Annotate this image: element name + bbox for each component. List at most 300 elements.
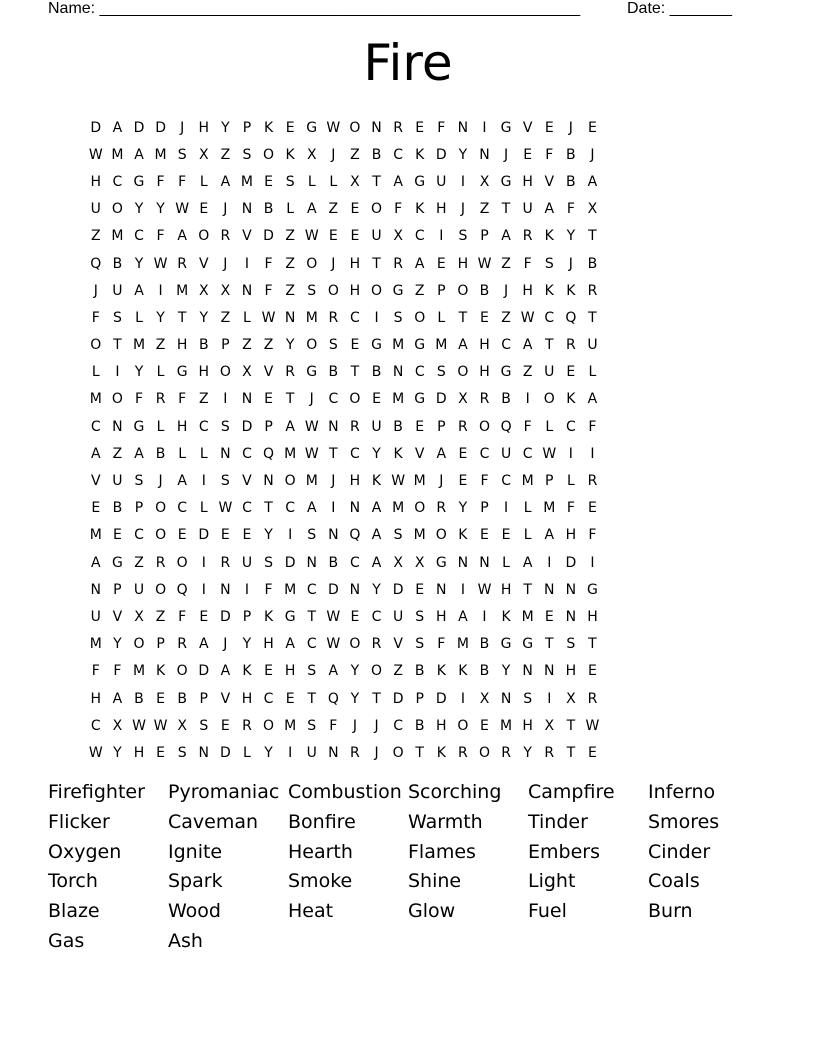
grid-letter: E (415, 119, 425, 136)
grid-letter: O (155, 581, 167, 598)
word-list-item: Torch (48, 870, 98, 893)
grid-letter: P (113, 581, 122, 598)
grid-letter: J (504, 146, 509, 163)
grid-letter: M (240, 173, 253, 190)
word-list-item: Glow (408, 900, 456, 923)
grid-letter: N (220, 445, 231, 462)
word-list-item: Gas (48, 929, 85, 952)
grid-letter: N (328, 744, 339, 761)
word-list-item: Shine (408, 870, 462, 893)
grid-letter: D (435, 690, 447, 707)
grid-letter: M (132, 337, 146, 354)
grid-letter: C (544, 309, 555, 326)
word-list-item: Heat (288, 900, 334, 923)
grid-letter: A (501, 228, 511, 245)
grid-letter: W (477, 255, 492, 272)
grid-letter: N (349, 581, 361, 598)
grid-letter: I (201, 473, 206, 490)
grid-row (85, 467, 603, 494)
grid-letter: E (588, 663, 597, 680)
grid-letter: T (177, 309, 187, 326)
grid-letter: H (522, 717, 533, 734)
name-field-label: Name: ______________________________________________________ (48, 0, 581, 17)
word-list-item: Inferno (648, 781, 716, 803)
word-list-item: Burn (648, 900, 693, 923)
grid-letter: O (90, 337, 102, 354)
grid-letter: I (590, 554, 595, 571)
grid-letter: B (177, 690, 187, 707)
grid-letter: U (306, 744, 317, 761)
grid-letter: G (306, 119, 318, 136)
grid-letter: B (414, 663, 425, 680)
grid-letter: E (156, 744, 165, 761)
grid-row (85, 576, 603, 603)
grid-letter: R (350, 418, 360, 435)
grid-letter: M (176, 282, 189, 299)
grid-letter: O (457, 364, 469, 381)
grid-letter: G (435, 554, 447, 571)
word-list-item: Hearth (288, 840, 353, 863)
grid-letter: T (372, 173, 381, 190)
word-list-item: Smores (648, 810, 720, 833)
grid-letter: F (437, 636, 446, 653)
grid-letter: L (156, 418, 165, 435)
grid-letter: Z (220, 146, 231, 163)
grid-letter: F (91, 309, 100, 326)
grid-letter: T (372, 690, 381, 707)
grid-letter: E (350, 228, 360, 245)
grid-letter: M (284, 581, 297, 598)
grid-letter: K (285, 146, 295, 163)
grid-letter: N (241, 282, 253, 299)
grid-letter: V (242, 473, 252, 490)
grid-letter: C (328, 391, 339, 408)
grid-letter: Z (91, 228, 101, 245)
grid-letter: T (307, 690, 317, 707)
grid-letter: O (349, 636, 361, 653)
grid-letter: E (436, 255, 446, 272)
grid-letter: Y (242, 636, 252, 653)
grid-letter: O (133, 636, 145, 653)
grid-letter: R (458, 744, 468, 761)
grid-letter: L (156, 364, 165, 381)
grid-letter: N (220, 581, 231, 598)
grid-letter: U (371, 228, 382, 245)
grid-letter: R (177, 636, 188, 653)
grid-letter: Z (198, 391, 209, 408)
grid-letter: G (500, 173, 512, 190)
grid-letter: C (177, 500, 188, 517)
grid-letter: A (544, 201, 555, 218)
grid-letter: M (456, 636, 469, 653)
grid-letter: R (328, 309, 339, 326)
grid-letter: V (220, 690, 231, 707)
word-list-item: Oxygen (48, 840, 122, 863)
grid-letter: N (241, 391, 253, 408)
grid-letter: Z (285, 255, 295, 272)
grid-letter: R (436, 500, 447, 517)
grid-letter: U (436, 173, 447, 190)
grid-letter: G (392, 282, 404, 299)
grid-letter: F (264, 581, 273, 598)
grid-letter: S (566, 636, 576, 653)
grid-letter: R (393, 119, 403, 136)
grid-letter: S (328, 337, 338, 354)
grid-letter: O (435, 527, 447, 544)
grid-letter: M (500, 717, 513, 734)
grid-letter: A (134, 146, 144, 163)
grid-letter: O (176, 663, 188, 680)
grid-letter: S (307, 717, 317, 734)
grid-letter: N (284, 309, 296, 326)
grid-letter: E (544, 119, 554, 136)
grid-letter: F (113, 663, 122, 680)
grid-letter: X (220, 282, 231, 299)
grid-letter: O (414, 500, 426, 517)
grid-letter: A (91, 554, 101, 571)
letter-grid (85, 114, 603, 767)
grid-letter: M (392, 337, 405, 354)
grid-letter: G (414, 337, 426, 354)
grid-letter: H (133, 744, 145, 761)
grid-letter: S (220, 418, 230, 435)
word-list-item: Firefighter (48, 781, 145, 803)
grid-letter: F (178, 608, 187, 625)
grid-letter: E (328, 228, 338, 245)
grid-letter: H (479, 337, 490, 354)
grid-letter: E (220, 717, 230, 734)
grid-letter: R (522, 228, 533, 245)
grid-letter: U (133, 581, 145, 598)
grid-row (85, 114, 603, 141)
grid-letter: O (371, 201, 383, 218)
grid-letter: E (501, 527, 511, 544)
grid-letter: K (566, 282, 576, 299)
grid-letter: O (414, 309, 426, 326)
grid-letter: J (439, 473, 444, 490)
grid-letter: P (480, 500, 489, 517)
word-list-item: Fuel (528, 900, 567, 923)
grid-letter: W (261, 309, 276, 326)
grid-letter: H (436, 717, 447, 734)
grid-letter: B (393, 418, 403, 435)
grid-letter: H (565, 527, 577, 544)
grid-letter: W (391, 473, 406, 490)
grid-letter: X (414, 554, 425, 571)
grid-letter: A (371, 554, 382, 571)
grid-letter: L (588, 364, 597, 381)
grid-letter: N (263, 473, 274, 490)
grid-letter: H (479, 364, 490, 381)
grid-letter: Y (458, 146, 468, 163)
grid-letter: C (242, 445, 252, 462)
grid-letter: I (201, 554, 206, 571)
grid-letter: P (437, 282, 446, 299)
grid-letter: A (414, 255, 425, 272)
grid-letter: B (328, 364, 339, 381)
grid-letter: Y (523, 744, 532, 761)
grid-letter: U (544, 364, 555, 381)
grid-letter: R (565, 337, 576, 354)
grid-letter: H (241, 690, 253, 707)
word-list-item: Coals (648, 870, 700, 893)
grid-letter: R (177, 255, 188, 272)
grid-letter: C (522, 445, 533, 462)
grid-letter: T (372, 255, 381, 272)
grid-letter: E (264, 391, 273, 408)
grid-letter: Y (134, 255, 144, 272)
grid-letter: R (587, 473, 598, 490)
grid-letter: K (415, 201, 425, 218)
grid-letter: T (588, 228, 597, 245)
grid-letter: M (435, 337, 448, 354)
grid-letter: V (91, 473, 101, 490)
grid-letter: R (458, 418, 468, 435)
grid-letter: W (153, 255, 168, 272)
grid-letter: C (263, 690, 274, 707)
grid-row (85, 522, 603, 549)
grid-letter: T (113, 337, 122, 354)
grid-letter: O (219, 364, 231, 381)
grid-letter: H (349, 282, 361, 299)
grid-letter: O (306, 255, 318, 272)
grid-letter: B (371, 146, 382, 163)
grid-letter: Q (349, 527, 361, 544)
grid-letter: K (393, 445, 403, 462)
grid-letter: E (199, 201, 209, 218)
grid-letter: W (542, 445, 557, 462)
grid-letter: E (480, 527, 489, 544)
grid-letter: N (328, 418, 339, 435)
grid-letter: G (133, 173, 145, 190)
grid-letter: R (155, 554, 166, 571)
grid-letter: A (306, 500, 317, 517)
grid-letter: T (588, 309, 597, 326)
grid-letter: N (392, 364, 404, 381)
grid-letter: K (458, 663, 468, 680)
grid-letter: E (285, 690, 295, 707)
grid-row (85, 168, 603, 195)
grid-letter: O (284, 473, 296, 490)
grid-letter: B (566, 146, 576, 163)
grid-letter: L (502, 554, 510, 571)
grid-letter: D (219, 608, 231, 625)
word-list-item: Smoke (288, 870, 353, 893)
grid-letter: P (134, 500, 144, 517)
grid-row (85, 549, 603, 576)
grid-letter: K (242, 663, 252, 680)
grid-letter: U (90, 201, 101, 218)
grid-letter: E (264, 173, 273, 190)
grid-row (85, 359, 603, 386)
grid-letter: F (264, 255, 273, 272)
grid-letter: B (479, 282, 490, 299)
grid-letter: U (522, 201, 533, 218)
grid-letter: Z (134, 554, 144, 571)
grid-letter: N (565, 608, 577, 625)
grid-letter: J (93, 282, 98, 299)
grid-letter: J (331, 255, 336, 272)
grid-letter: E (264, 663, 273, 680)
grid-letter: M (521, 608, 534, 625)
grid-letter: F (178, 391, 187, 408)
grid-letter: D (90, 119, 102, 136)
grid-letter: S (177, 744, 187, 761)
grid-letter: R (393, 255, 403, 272)
grid-letter: G (587, 581, 598, 598)
grid-letter: L (437, 309, 446, 326)
grid-letter: Q (90, 255, 102, 272)
grid-letter: Y (113, 636, 122, 653)
grid-letter: K (436, 663, 446, 680)
grid-letter: I (547, 554, 552, 571)
grid-letter: I (223, 391, 228, 408)
word-list-item: Light (528, 870, 576, 893)
grid-letter: Y (134, 201, 144, 218)
grid-letter: H (176, 418, 188, 435)
word-list-item: Combustion (288, 781, 402, 803)
grid-letter: A (198, 636, 209, 653)
grid-letter: J (568, 119, 573, 136)
grid-letter: B (112, 255, 123, 272)
grid-row (85, 413, 603, 440)
grid-letter: E (458, 445, 468, 462)
grid-letter: E (156, 690, 165, 707)
grid-letter: L (199, 500, 208, 517)
word-list (48, 778, 768, 957)
grid-letter: S (177, 146, 187, 163)
grid-letter: W (304, 418, 319, 435)
grid-letter: H (284, 663, 296, 680)
grid-letter: X (198, 146, 209, 163)
grid-letter: C (285, 500, 296, 517)
grid-row (85, 631, 603, 658)
grid-letter: I (331, 500, 336, 517)
grid-letter: N (241, 201, 253, 218)
grid-letter: K (371, 473, 382, 490)
grid-letter: Y (566, 228, 576, 245)
grid-letter: Q (263, 445, 275, 462)
grid-letter: Z (242, 337, 252, 354)
grid-letter: M (413, 473, 426, 490)
grid-letter: N (479, 146, 490, 163)
grid-letter: N (112, 418, 123, 435)
grid-letter: J (158, 473, 163, 490)
grid-letter: D (327, 581, 339, 598)
grid-letter: J (568, 255, 573, 272)
word-list-item: Wood (168, 900, 221, 923)
grid-letter: X (306, 146, 317, 163)
grid-letter: E (372, 391, 381, 408)
grid-letter: O (478, 418, 490, 435)
grid-letter: W (304, 228, 319, 245)
grid-letter: S (112, 309, 122, 326)
grid-letter: L (178, 445, 187, 462)
grid-letter: P (242, 608, 252, 625)
word-list-item: Embers (528, 840, 600, 863)
grid-letter: Z (112, 445, 123, 462)
grid-letter: O (111, 201, 123, 218)
header (48, 0, 748, 20)
grid-letter: L (523, 500, 532, 517)
grid-letter: H (587, 608, 598, 625)
grid-letter: O (263, 717, 275, 734)
grid-letter: Z (393, 663, 403, 680)
grid-row (85, 332, 603, 359)
grid-letter: L (307, 173, 316, 190)
grid-letter: K (566, 391, 576, 408)
grid-letter: N (436, 581, 447, 598)
grid-letter: B (198, 337, 209, 354)
grid-letter: J (331, 146, 336, 163)
grid-letter: S (264, 554, 273, 571)
grid-letter: T (285, 391, 295, 408)
grid-letter: Y (199, 309, 209, 326)
grid-letter: P (415, 690, 424, 707)
grid-letter: Y (221, 119, 230, 136)
grid-letter: K (458, 527, 468, 544)
word-list-item: Caveman (168, 810, 259, 833)
grid-letter: O (155, 500, 167, 517)
grid-letter: L (243, 744, 251, 761)
grid-letter: W (326, 608, 341, 625)
grid-letter: F (134, 391, 144, 408)
grid-letter: I (504, 500, 509, 517)
word-list-item: Flames (408, 840, 476, 863)
grid-letter: X (198, 282, 209, 299)
grid-letter: P (199, 690, 208, 707)
grid-letter: A (177, 228, 187, 245)
grid-letter: F (329, 717, 338, 734)
grid-letter: X (587, 201, 598, 218)
grid-letter: L (523, 527, 532, 544)
grid-letter: Y (264, 527, 273, 544)
grid-letter: N (544, 581, 555, 598)
grid-row (85, 712, 603, 739)
grid-letter: H (349, 255, 361, 272)
grid-letter: Y (458, 500, 468, 517)
grid-letter: A (458, 337, 468, 354)
grid-letter: G (111, 554, 123, 571)
grid-letter: Y (134, 364, 144, 381)
grid-letter: O (176, 554, 188, 571)
grid-letter: G (284, 608, 296, 625)
grid-letter: J (223, 636, 228, 653)
grid-letter: F (394, 201, 403, 218)
grid-letter: C (479, 445, 490, 462)
grid-letter: J (223, 201, 228, 218)
grid-letter: D (435, 146, 447, 163)
grid-letter: H (176, 337, 188, 354)
grid-letter: M (111, 228, 124, 245)
grid-letter: R (501, 744, 511, 761)
grid-letter: O (349, 391, 361, 408)
grid-letter: S (134, 473, 144, 490)
grid-letter: I (460, 690, 465, 707)
grid-letter: H (349, 473, 361, 490)
grid-letter: W (88, 146, 103, 163)
grid-letter: R (587, 282, 598, 299)
grid-letter: C (198, 418, 209, 435)
grid-letter: T (544, 636, 554, 653)
grid-letter: Q (565, 309, 577, 326)
grid-letter: W (218, 500, 233, 517)
word-list-item: Scorching (408, 781, 502, 803)
grid-letter: J (309, 391, 314, 408)
grid-letter: F (156, 173, 165, 190)
grid-letter: T (544, 337, 554, 354)
grid-letter: F (264, 282, 273, 299)
